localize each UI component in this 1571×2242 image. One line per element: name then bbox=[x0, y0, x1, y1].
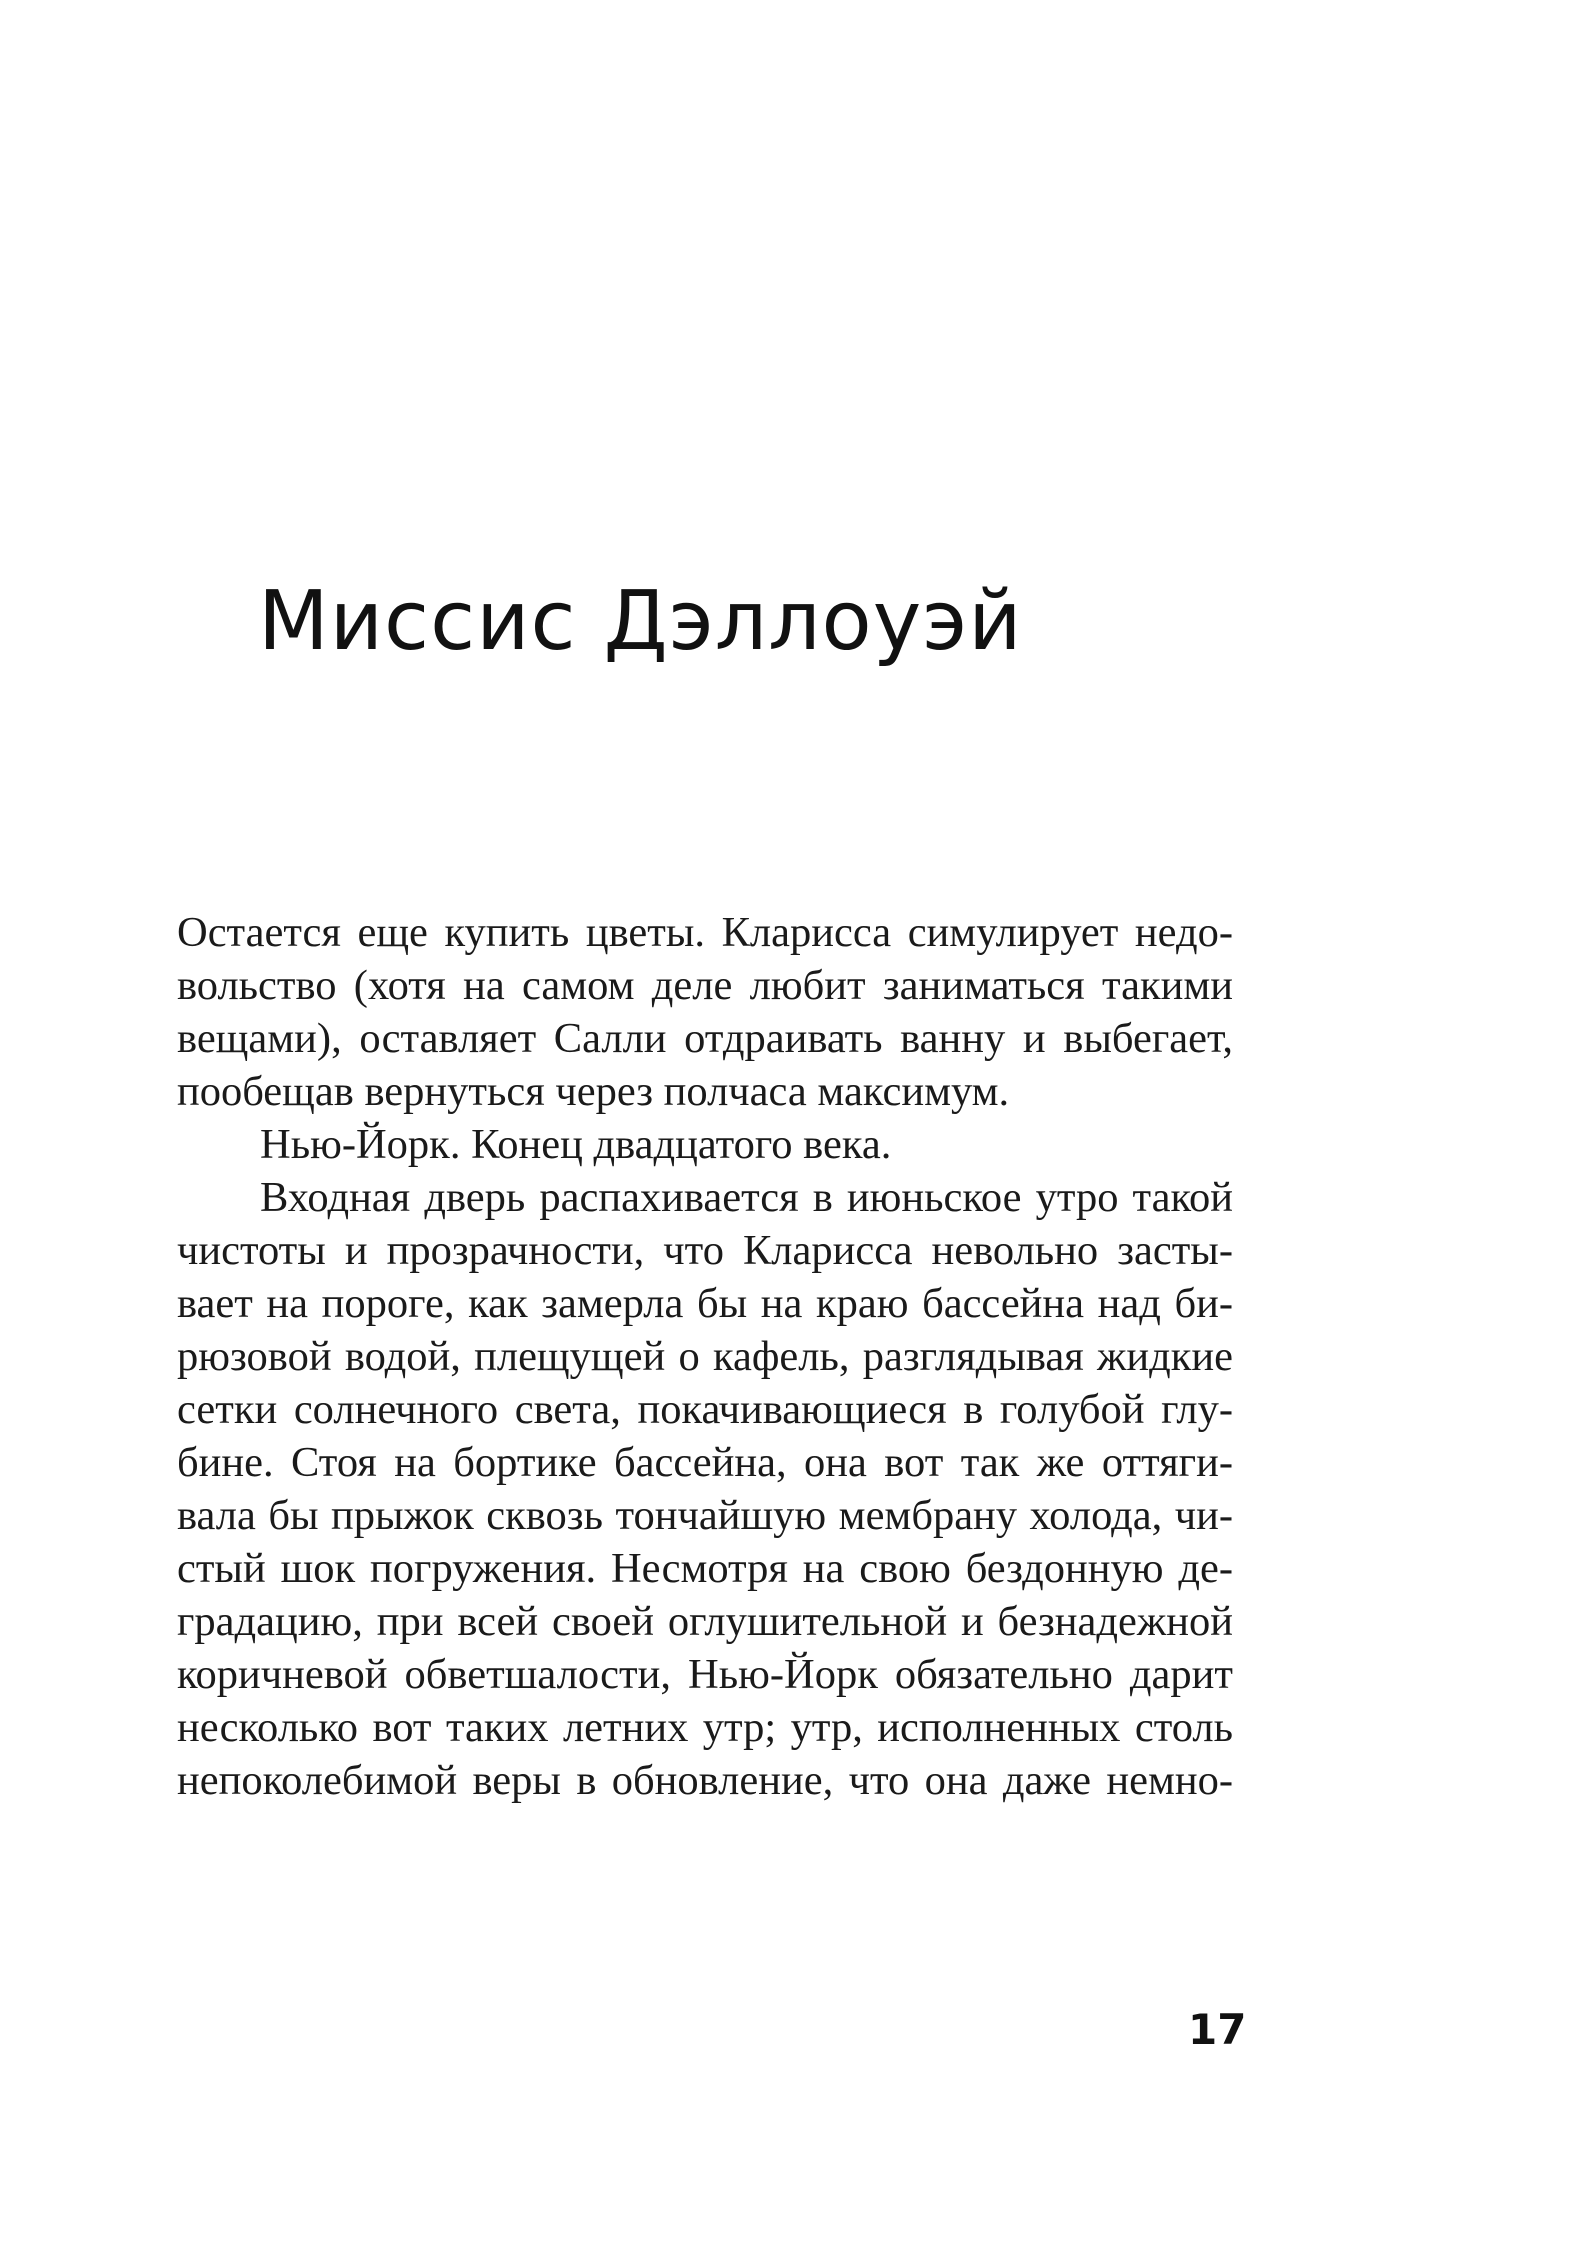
text-line: пообещав вернуться через полчаса максимум. bbox=[177, 1068, 1010, 1115]
text-line: стый шок погружения. Несмотря на свою бездонную де- bbox=[177, 1545, 1233, 1592]
text-line: Нью-Йорк. Конец двадцатого века. bbox=[260, 1121, 892, 1168]
text-line: вещами), оставляет Салли отдраивать ванну и выбегает, bbox=[177, 1015, 1233, 1062]
text-line: рюзовой водой, плещущей о кафель, разглядывая жидкие bbox=[177, 1333, 1233, 1380]
text-line: вает на пороге, как замерла бы на краю бассейна над би- bbox=[177, 1280, 1233, 1327]
text-line: Входная дверь распахивается в июньское утро такой bbox=[260, 1174, 1233, 1221]
text-line: Остается еще купить цветы. Кларисса симулирует недо- bbox=[177, 909, 1233, 956]
text-line: вольство (хотя на самом деле любит заниматься такими bbox=[177, 962, 1233, 1009]
text-line: непоколебимой веры в обновление, что она даже немно- bbox=[177, 1757, 1233, 1804]
text-line: несколько вот таких летних утр; утр, исполненных столь bbox=[177, 1704, 1233, 1751]
chapter-title: Миссис Дэллоуэй bbox=[258, 574, 1023, 669]
text-line: сетки солнечного света, покачивающиеся в голубой глу- bbox=[177, 1386, 1233, 1433]
body-text bbox=[177, 906, 1233, 1807]
page-number: 17 bbox=[1188, 2005, 1247, 2054]
text-line: бине. Стоя на бортике бассейна, она вот так же оттяги- bbox=[177, 1439, 1233, 1486]
text-line: чистоты и прозрачности, что Кларисса невольно засты- bbox=[177, 1227, 1233, 1274]
text-line: вала бы прыжок сквозь тончайшую мембрану холода, чи- bbox=[177, 1492, 1233, 1539]
text-line: градацию, при всей своей оглушительной и безнадежной bbox=[177, 1598, 1233, 1645]
text-line: коричневой обветшалости, Нью-Йорк обязательно дарит bbox=[177, 1651, 1233, 1698]
